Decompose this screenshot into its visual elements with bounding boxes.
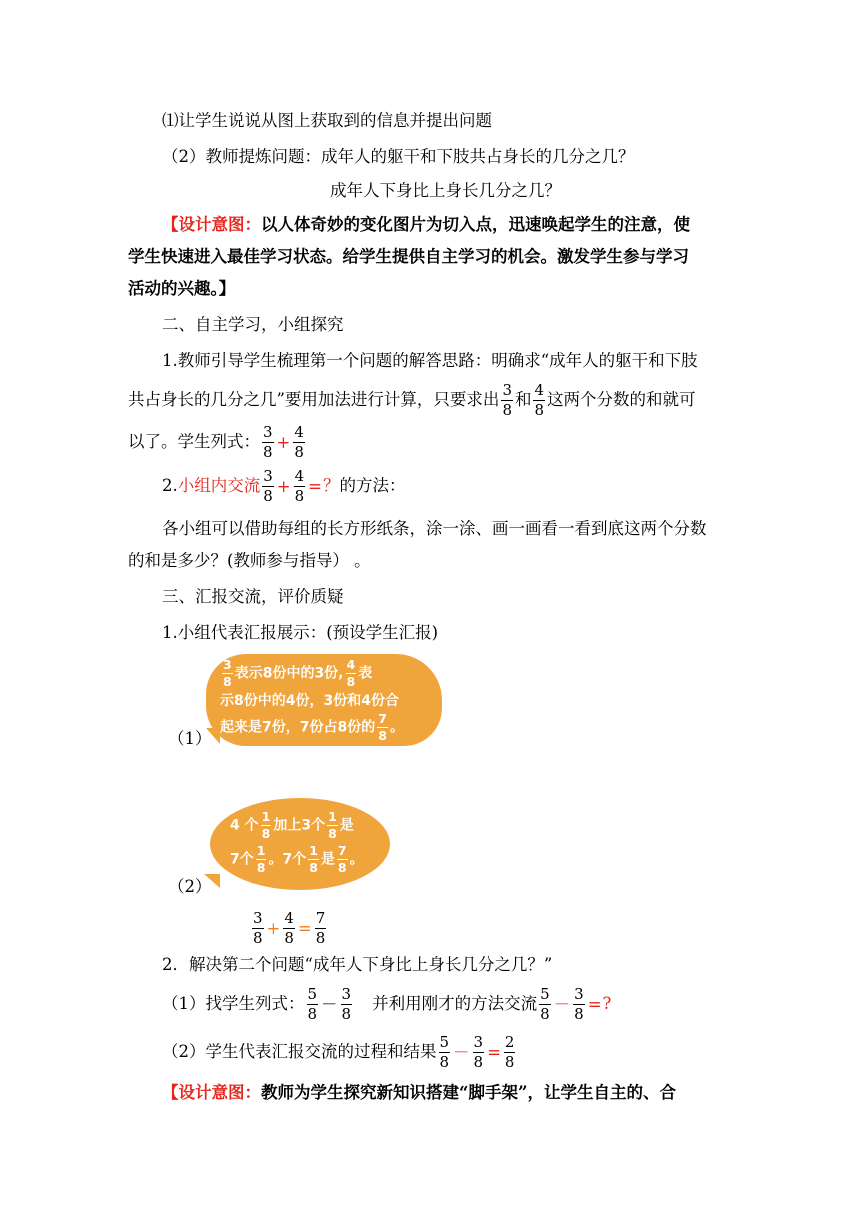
- bubble-1-row-2: 示8份中的4份，3份和4份合: [220, 693, 399, 709]
- section-3-heading: 三、汇报交流，评价质疑: [162, 587, 344, 606]
- fraction-1-8: $\frac{1}{8}$: [261, 809, 271, 841]
- fraction-1-8: $\frac{1}{8}$: [256, 843, 266, 875]
- plus-sign: +: [276, 476, 291, 496]
- design-intent-1-line3: 活动的兴趣。】: [128, 279, 236, 298]
- paragraph-1b: [128, 380, 696, 420]
- section-2-heading: 二、自主学习，小组探究: [162, 315, 344, 334]
- paragraph-6-mid: 并利用刚才的方法交流: [372, 994, 538, 1013]
- paragraph-2-pre: 2.: [162, 476, 178, 495]
- fraction-2-8: $\frac{2}{8}$: [504, 1033, 515, 1071]
- paragraph-6-pre: （1）找学生列式：: [162, 994, 305, 1013]
- design-intent-text: 以人体奇妙的变化图片为切入点，迅速唤起学生的注意，使: [261, 215, 690, 234]
- fraction-1-8: $\frac{1}{8}$: [328, 809, 337, 841]
- fraction-4-8: $\frac{4}{8}$: [294, 467, 305, 505]
- fraction-4-8: $\frac{4}{8}$: [534, 381, 545, 419]
- fraction-4-8: $\frac{4}{8}$: [284, 909, 294, 947]
- fraction-7-8: $\frac{7}{8}$: [315, 909, 326, 947]
- fraction-4-8: $\frac{4}{8}$: [294, 423, 304, 461]
- bubble-2-row-1: 4 个 $\frac{1}{8}$ 加上3个 $\frac{1}{8}$ 是: [230, 809, 354, 841]
- paragraph-6: [162, 982, 611, 1027]
- paragraph-1b-post: 这两个分数的和就可: [547, 390, 696, 409]
- fraction-7-8: $\frac{7}{8}$: [337, 843, 347, 875]
- design-intent-label: 【设计意图：: [162, 215, 261, 234]
- question-1: ⑴让学生说说从图上获取到的信息并提出问题: [162, 111, 492, 130]
- paragraph-3b: 的和是多少？(教师参与指导） 。: [128, 551, 371, 570]
- design-intent-1-line2: 学生快速进入最佳学习状态。给学生提供自主学习的机会。激发学生参与学习: [128, 247, 689, 266]
- minus-sign: －: [553, 994, 571, 1014]
- bubble-1-row-3: 起来是7份，7份占8份的 $\frac{7}{8}$ 。: [220, 711, 404, 743]
- fraction-3-8: $\frac{3}{8}$: [223, 657, 232, 689]
- speech-bubble-1-tail: [206, 728, 220, 744]
- fraction-1-8: $\frac{1}{8}$: [309, 843, 318, 875]
- paragraph-2-post: 的方法：: [339, 476, 406, 495]
- item-2-label: （2）: [168, 877, 212, 896]
- equals-sign: =: [308, 476, 322, 496]
- bubble-1-row-1: $\frac{3}{8}$ 表示8份中的3份, $\frac{4}{8}$ 表: [223, 657, 373, 689]
- question-2: （2）教师提炼问题：成年人的躯干和下肢共占身长的几分之几？: [162, 147, 635, 166]
- item-1-label: （1）: [168, 729, 212, 748]
- paragraph-1c-pre: 以了。学生列式：: [128, 432, 260, 451]
- fraction-3-8: $\frac{3}{8}$: [502, 381, 512, 419]
- bubble-2-row-2: 7个 $\frac{1}{8}$ 。7个 $\frac{1}{8}$ 是 $\frac{7}{8}$ 。: [230, 843, 364, 875]
- fraction-3-8: $\frac{3}{8}$: [263, 467, 273, 505]
- and-word: 和: [514, 390, 532, 409]
- paragraph-2: [162, 466, 406, 507]
- paragraph-7-pre: （2）学生代表汇报交流的过程和结果: [162, 1042, 437, 1061]
- paragraph-1a: 1.教师引导学生梳理第一个问题的解答思路：明确求“成年人的躯干和下肢: [162, 351, 698, 370]
- speech-bubble-1: [206, 654, 442, 746]
- design-intent-2: [162, 1082, 676, 1104]
- fraction-4-8: $\frac{4}{8}$: [346, 657, 356, 689]
- equals-sign: =: [487, 1042, 501, 1062]
- paragraph-5: 2．解决第二个问题“成年人下身比上身长几分之几？”: [162, 955, 553, 974]
- fraction-5-8: $\frac{5}{8}$: [540, 985, 550, 1023]
- fraction-7-8: $\frac{7}{8}$: [378, 711, 387, 743]
- fraction-3-8: $\frac{3}{8}$: [574, 985, 584, 1023]
- speech-bubble-2: [210, 798, 390, 890]
- paragraph-4: 1.小组代表汇报展示：(预设学生汇报): [162, 623, 439, 642]
- paragraph-1b-pre: 共占身长的几分之几”要用加法进行计算，只要求出: [128, 390, 500, 409]
- paragraph-1c: [128, 422, 307, 463]
- paragraph-3a: 各小组可以借助每组的长方形纸条，涂一涂、画一画看一看到底这两个分数: [162, 519, 707, 538]
- sum-equation: [250, 906, 328, 951]
- minus-sign: －: [321, 994, 338, 1014]
- fraction-5-8: $\frac{5}{8}$: [307, 985, 318, 1023]
- plus-sign: +: [276, 432, 291, 452]
- question-mark: ？: [323, 476, 340, 495]
- speech-bubble-2-tail: [204, 874, 220, 888]
- fraction-3-8: $\frac{3}{8}$: [253, 909, 263, 947]
- equals-sign: =: [297, 918, 312, 938]
- equals-sign: =: [587, 994, 602, 1014]
- design-intent-label: 【设计意图：: [162, 1083, 261, 1102]
- paragraph-7: [162, 1030, 517, 1075]
- group-exchange-label: 小组内交流: [177, 476, 261, 495]
- plus-sign: +: [266, 918, 281, 938]
- question-3: 成年人下身比上身长几分之几？: [330, 181, 561, 200]
- design-intent-text: 教师为学生探究新知识搭建“脚手架”，让学生自主的、合: [261, 1083, 676, 1102]
- fraction-3-8: $\frac{3}{8}$: [341, 985, 352, 1023]
- minus-sign: －: [453, 1042, 470, 1062]
- fraction-3-8: $\frac{3}{8}$: [473, 1033, 484, 1071]
- fraction-5-8: $\frac{5}{8}$: [439, 1033, 450, 1071]
- fraction-3-8: $\frac{3}{8}$: [263, 423, 273, 461]
- design-intent-1-line1: [162, 214, 690, 236]
- question-mark: ?: [602, 994, 612, 1013]
